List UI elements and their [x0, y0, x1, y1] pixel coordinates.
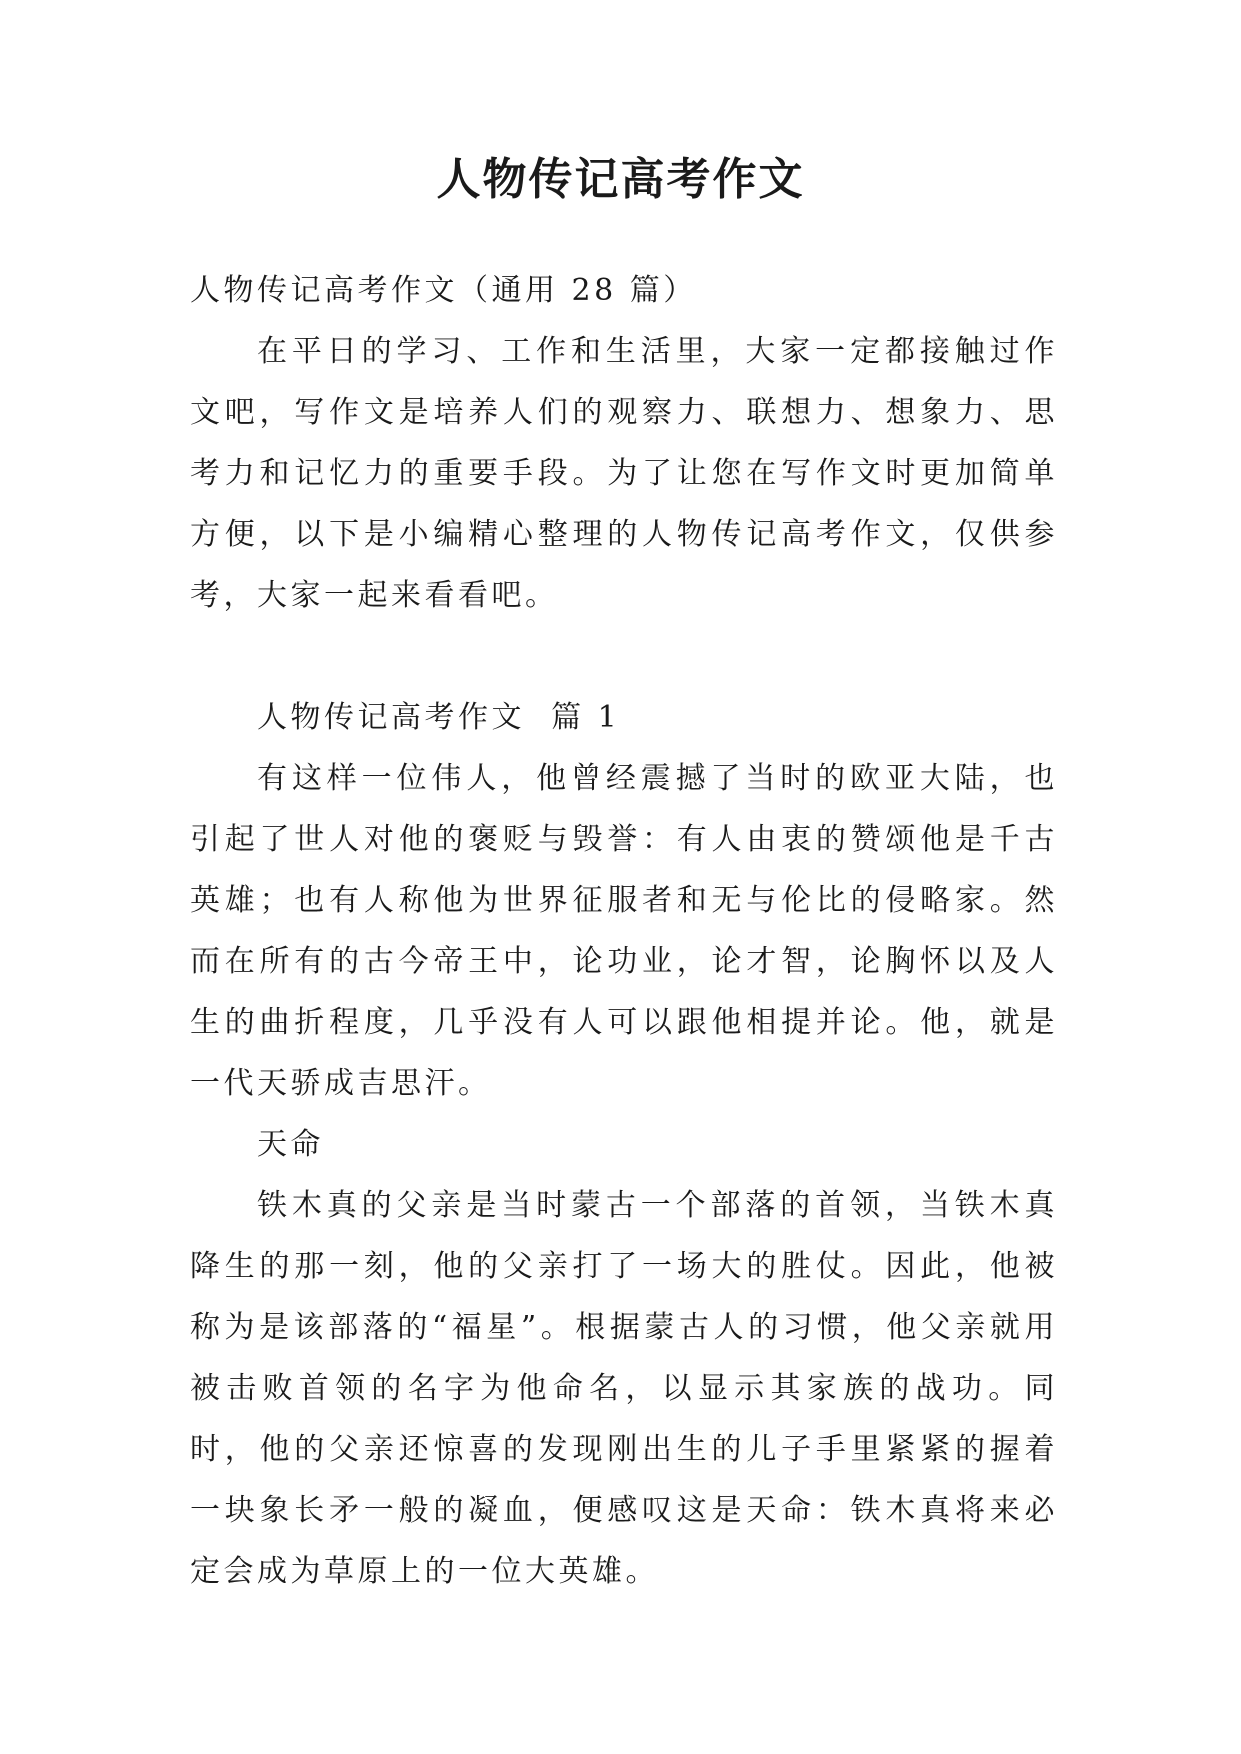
body-paragraph: 有这样一位伟人，他曾经震撼了当时的欧亚大陆，也引起了世人对他的褒贬与毁誉：有人由衷的赞颂他是千古英雄；也有人称他为世界征服者和无与伦比的侵略家。然而在所有的古今帝王中，论功业，论才智，论胸怀以及人生的曲折程度，几乎没有人可以跟他相提并论。他，就是一代天骄成吉思汗。 [190, 761, 1058, 1101]
subheading: 天命 [257, 1127, 324, 1162]
intro-paragraph: 在平日的学习、工作和生活里，大家一定都接触过作文吧，写作文是培养人们的观察力、联想力、想象力、思考力和记忆力的重要手段。为了让您在写作文时更加简单方便，以下是小编精心整理的人物传记高考作文，仅供参考，大家一起来看看吧。 [190, 334, 1058, 613]
body-paragraph: 铁木真的父亲是当时蒙古一个部落的首领，当铁木真降生的那一刻，他的父亲打了一场大的胜仗。因此，他被称为是该部落的“福星”。根据蒙古人的习惯，他父亲就用被击败首领的名字为他命名，以显示其家族的战功。同时，他的父亲还惊喜的发现刚出生的儿子手里紧紧的握着一块象长矛一般的凝血，便感叹这是天命：铁木真将来必定会成为草原上的一位大英雄。 [190, 1188, 1058, 1589]
document-body [190, 260, 1058, 1602]
section-spacer [190, 626, 1058, 687]
document-subtitle: 人物传记高考作文（通用 28 篇） [190, 273, 697, 308]
document-title: 人物传记高考作文 [436, 154, 805, 205]
section-heading: 人物传记高考作文 篇 1 [257, 700, 621, 735]
